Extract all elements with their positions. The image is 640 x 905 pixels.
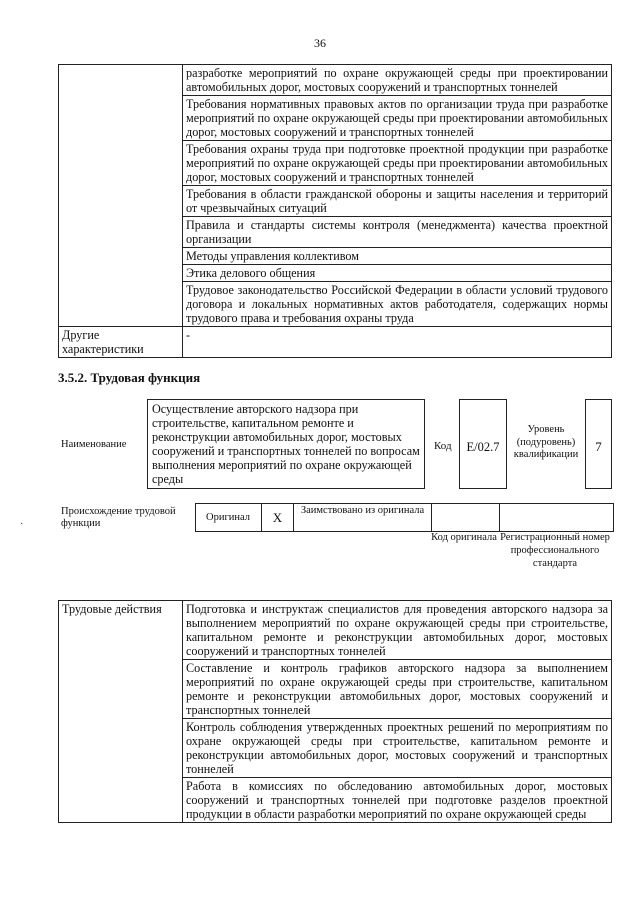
original-code-cell [432,504,500,532]
knowledge-row: Этика делового общения [183,265,612,282]
knowledge-row: Трудовое законодательство Российской Федерации в области условий трудового договора и локальных нормативных актов работодателя, содержащих нормы трудового права и требования охраны труда [183,282,612,327]
knowledge-row: Требования в области гражданской обороны и защиты населения и территорий от чрезвычайных ситуаций [183,186,612,217]
name-label: Наименование [61,439,127,450]
registration-number-cell [500,504,614,532]
section-title: 3.5.2. Трудовая функция [58,370,201,385]
other-characteristics-label: Другие характеристики [59,327,183,358]
origin-table [195,503,614,532]
level-value-box: 7 [585,399,612,489]
origin-label: Происхождение трудовой функции [61,506,176,529]
labor-action-row: Работа в комиссиях по обследованию автомобильных дорог, мостовых сооружений и транспортных тоннелей при подготовке разделов проектной продукции в области разработки мероприятий по охране окружающей среды [183,778,612,823]
level-label: Уровень (подуровень) квалификации [513,424,579,460]
borrowed-label: Заимствовано из оригинала [294,504,432,532]
knowledge-row: Требования нормативных правовых актов по организации труда при разработке мероприятий по охране окружающей среды при проектировании автомобильных дорог, мостовых сооружений и транспортных тоннелей [183,96,612,141]
code-value-box: E/02.7 [459,399,507,489]
other-characteristics-value: - [183,327,612,358]
labor-actions-table [58,600,612,823]
original-label: Оригинал [196,504,262,532]
labor-action-row: Подготовка и инструктаж специалистов для проведения авторского надзора за выполнением мероприятий по охране окружающей среды при строительстве, капитальном ремонте и реконструкции автомобильных дорог, мостовых сооружений и транспортных тоннелей [183,601,612,660]
original-mark: X [262,504,294,532]
knowledge-label-cell [59,65,183,327]
margin-mark: · [20,519,24,530]
function-name-box: Осуществление авторского надзора при строительстве, капитальном ремонте и реконструкции автомобильных дорог, мостовых сооружений и транспортных тоннелей по вопросам выполнения мероприятий по охране окружающей среды [147,399,425,489]
labor-actions-label: Трудовые действия [59,601,183,823]
knowledge-row: разработке мероприятий по охране окружающей среды при проектировании автомобильных дорог, мостовых сооружений и транспортных тоннелей [183,65,612,96]
page-number: 36 [314,36,326,50]
knowledge-row: Методы управления коллективом [183,248,612,265]
knowledge-row: Правила и стандарты системы контроля (менеджмента) качества проектной организации [183,217,612,248]
knowledge-row: Требования охраны труда при подготовке проектной продукции при разработке мероприятий по охране окружающей среды при проектировании автомобильных дорог, мостовых сооружений и транспортных тоннелей [183,141,612,186]
registration-caption: Регистрационный номер профессионального стандарта [500,532,610,569]
labor-action-row: Контроль соблюдения утвержденных проектных решений по мероприятиям по охране окружающей среды при строительстве, капитальном ремонте и реконструкции автомобильных дорог, мостовых сооружений и транспортных тоннелей [183,719,612,778]
code-label: Код [434,440,452,452]
labor-action-row: Составление и контроль графиков авторского надзора за выполнением мероприятий по охране окружающей среды при строительстве, капитальном ремонте и реконструкции автомобильных дорог, мостовых сооружений и транспортных тоннелей [183,660,612,719]
knowledge-table [58,64,612,358]
code-caption: Код оригинала [431,532,497,543]
